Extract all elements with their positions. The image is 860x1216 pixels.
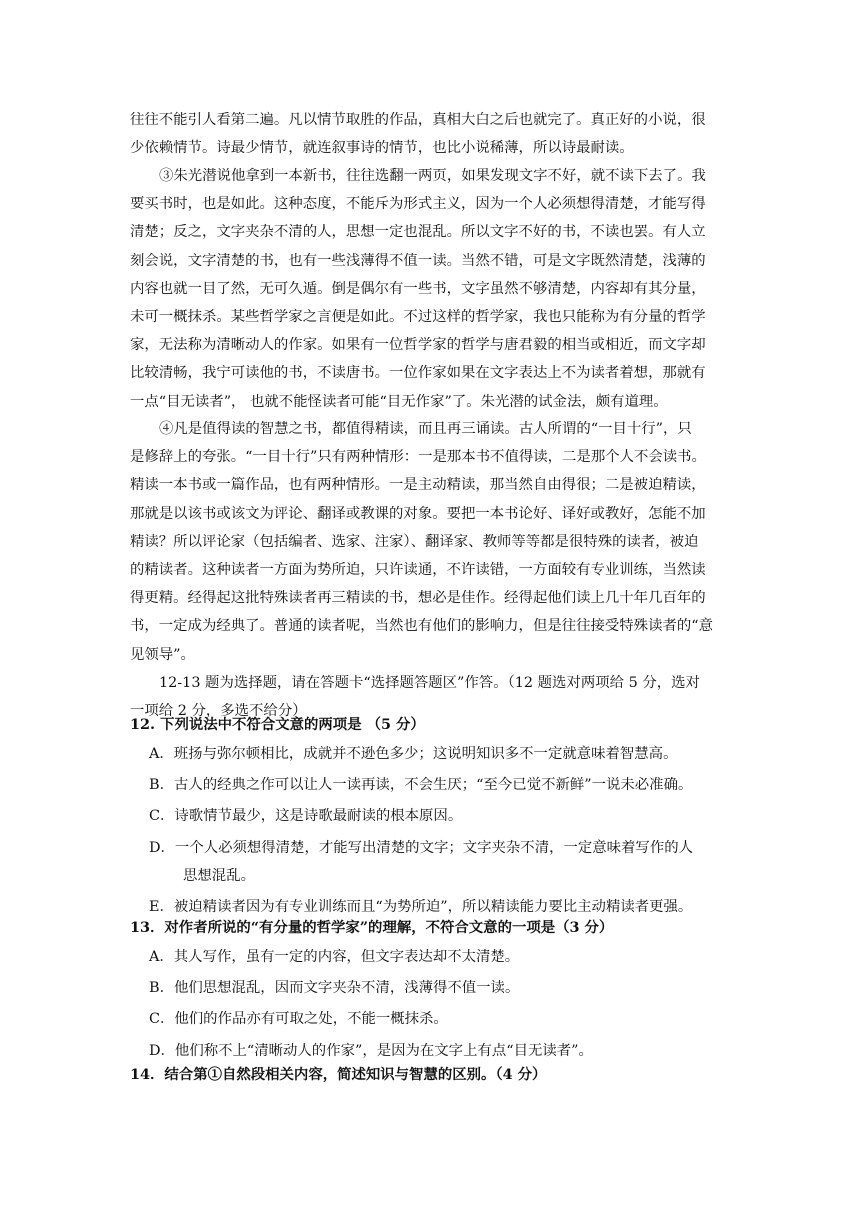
text-line: 内容也就一目了然，无可久遁。倒是偶尔有一些书，文字虽然不够清楚，内容却有其分量， — [130, 280, 706, 297]
text-line: 是修辞上的夸张。“一目十行”只有两种情形：一是那本书不值得读，二是那个人不会读书。 — [130, 449, 706, 466]
passage-paragraph-4 — [130, 415, 730, 669]
text-line: 一项给 2 分，多选不给分） — [130, 703, 307, 720]
stem-text: 下列说法中 — [160, 716, 233, 733]
q12-option-e: E．被迫精读者因为有专业训练而且“为势所迫”，所以精读能力要比主动精读者更强。 — [149, 899, 693, 916]
text-line: 书，一定成为经典了。普通的读者呢，当然也有他们的影响力，但是往往接受特殊读者的“意 — [130, 618, 713, 635]
question-14-stem: 14．结合第①自然段相关内容，简述知识与智慧的区别。（4 分） — [130, 1066, 547, 1083]
dotted-char: 符 — [246, 716, 261, 733]
q12-option-b: B．古人的经典之作可以让人一读再读，不会生厌；“至今已觉不新鲜”一说未必准确。 — [149, 777, 693, 794]
q12-option-d-line1: D．一个人必须想得清楚，才能写出清楚的文字；文字夹杂不清，一定意味着写作的人 — [149, 839, 693, 856]
q13-option-d: D．他们称不上“清晰动人的作家”，是因为在文字上有点“目无读者”。 — [149, 1042, 593, 1059]
passage-paragraph-2-tail — [130, 106, 730, 162]
q13-option-c: C．他们的作品亦有可取之处，不能一概抹杀。 — [149, 1011, 448, 1028]
text-line: 见领导”。 — [130, 646, 195, 663]
text-line: 未可一概抹杀。某些哲学家之言便是如此。不过这样的哲学家，我也只能称为有分量的哲学 — [130, 309, 706, 326]
dotted-char: 不 — [232, 716, 247, 733]
text-line: 家，无法称为清晰动人的作家。如果有一位哲学家的哲学与唐君毅的相当或相近，而文字却 — [130, 337, 706, 354]
text-line: 那就是以该书或该文为评论、翻译或教课的对象。要把一本书论好、译好或教好，怎能不加 — [130, 505, 706, 522]
text-line: ③朱光潜说他拿到一本新书，往往选翻一两页，如果发现文字不好，就不读下去了。我 — [159, 168, 706, 184]
q13-option-a: A．其人写作，虽有一定的内容，但文字表达却不太清楚。 — [149, 949, 520, 965]
stem-text: 文意的两项是 （5 分） — [275, 716, 425, 733]
text-line: 得更精。经得起这批特殊读者再三精读的书，想必是佳作。经得起他们读上几十年几百年的 — [130, 590, 706, 607]
text-line: 12-13 题为选择题，请在答题卡“选择题答题区”作答。（12 题选对两项给 5 分，选对 — [159, 675, 700, 691]
question-13-stem: 13．对作者所说的“有分量的哲学家”的理解，不符合文意的一项是（3 分） — [130, 919, 614, 936]
question-12-stem — [130, 711, 735, 740]
text-line: 要买书时，也是如此。这种态度，不能斥为形式主义，因为一个人必须想得清楚，才能写得 — [130, 196, 706, 213]
text-line: 往往不能引人看第二遍。凡以情节取胜的作品，真相大白之后也就完了。真正好的小说，很 — [130, 112, 706, 128]
question-number: 12. — [130, 716, 161, 733]
q12-options — [149, 740, 735, 921]
emphasis-dotted-text — [232, 716, 275, 733]
text-line: 精读？所以评论家（包括编者、选家、注家）、翻译家、教师等等都是很特殊的读者，被迫 — [130, 533, 699, 550]
text-line: 刻会说，文字清楚的书，也有一些浅薄得不值一读。当然不错，可是文字既然清楚，浅薄的 — [130, 252, 706, 269]
text-line: 精读一本书或一篇作品，也有两种情形。一是主动精读，那当然自由得很；二是被迫精读， — [130, 477, 706, 494]
q12-option-d — [149, 834, 735, 890]
dotted-char: 合 — [260, 716, 276, 733]
q12-option-a: A．班扬与弥尔顿相比，成就并不逊色多少；这说明知识多不一定就意味着智慧高。 — [149, 746, 678, 762]
q13-options — [149, 943, 735, 1065]
q12-option-d-line2: 思想混乱。 — [183, 867, 255, 884]
text-line: 的精读者。这种读者一方面为势所迫，只许读通，不许读错，一方面较有专业训练，当然读 — [130, 562, 706, 579]
text-line: 比较清畅，我宁可读他的书，不读唐书。一位作家如果在文字表达上不为读者着想，那就有 — [130, 365, 706, 382]
q12-option-c: C．诗歌情节最少，这是诗歌最耐读的根本原因。 — [149, 808, 463, 825]
text-line: ④凡是值得读的智慧之书，都值得精读，而且再三诵读。古人所谓的“一目十行”，只 — [159, 421, 692, 437]
q13-option-b: B．他们思想混乱，因而文字夹杂不清，浅薄得不值一读。 — [149, 980, 520, 997]
text-line: 清楚；反之，文字夹杂不清的人，思想一定也混乱。所以文字不好的书，不读也罢。有人立 — [130, 224, 706, 241]
text-line: 少依赖情节。诗最少情节，就连叙事诗的情节，也比小说稀薄，所以诗最耐读。 — [130, 140, 634, 157]
text-line: 一点“目无读者”， 也就不能怪读者可能“目无作家”了。朱光潜的试金法，颇有道理。 — [130, 393, 668, 410]
passage-paragraph-3 — [130, 162, 730, 416]
